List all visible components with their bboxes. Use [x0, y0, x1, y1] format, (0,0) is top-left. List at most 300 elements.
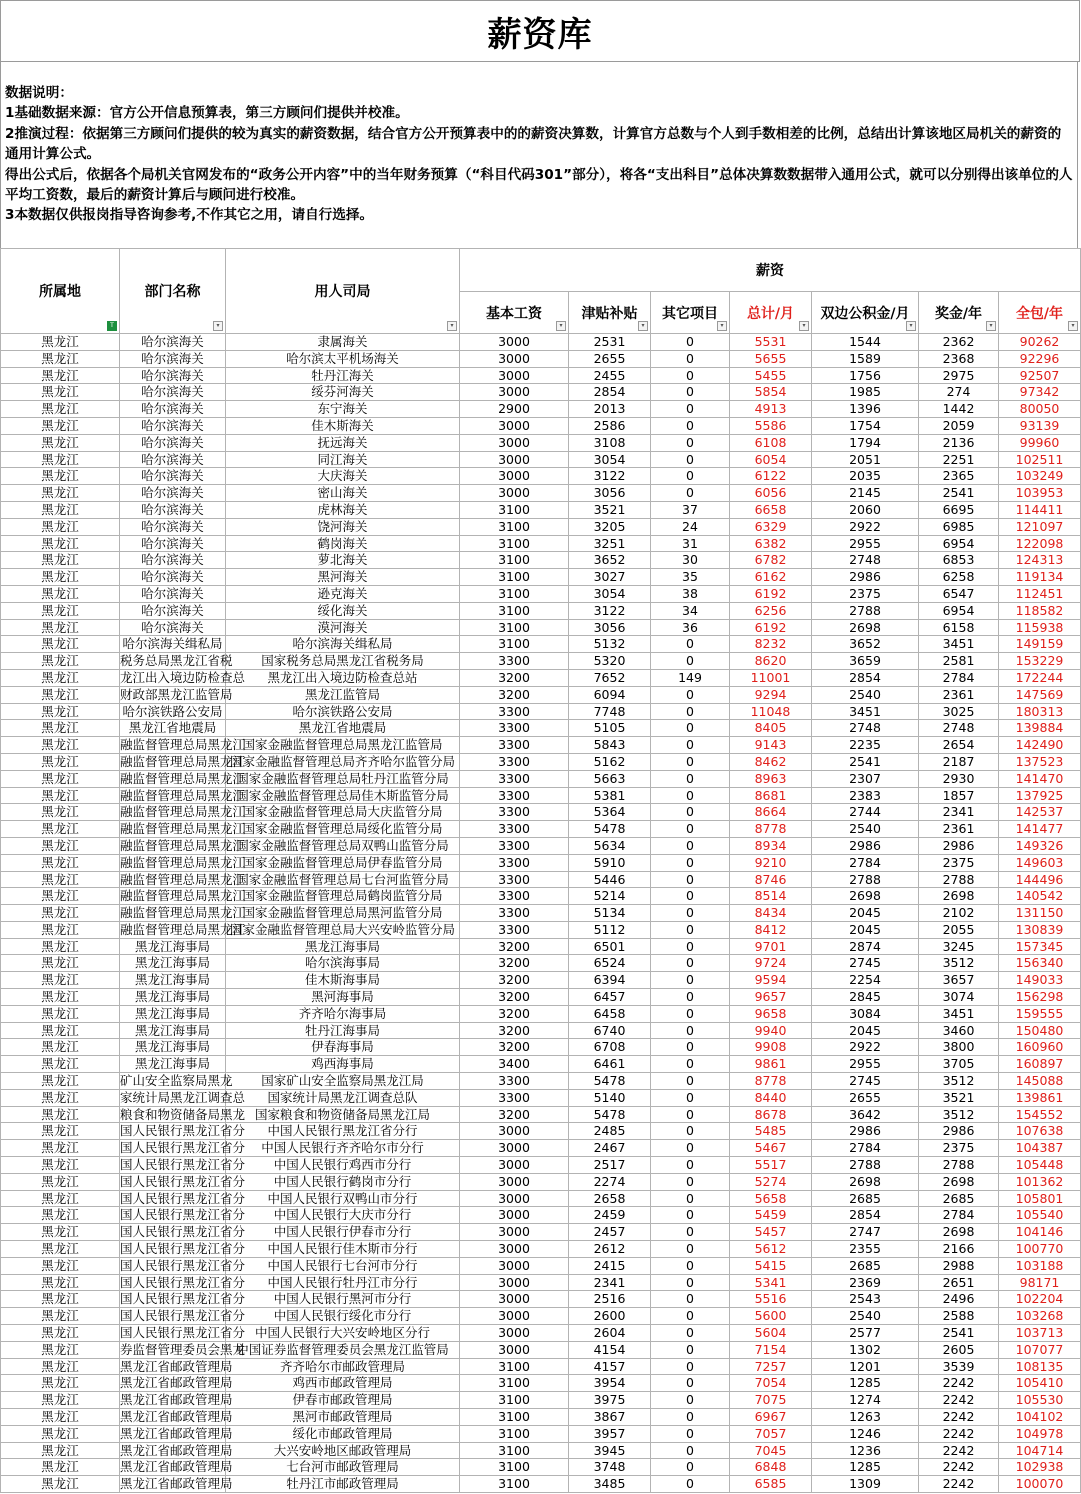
cell-province[interactable]: 黑龙江	[1, 686, 120, 703]
cell-annual-package[interactable]: 80050	[999, 401, 1081, 418]
cell-province[interactable]: 黑龙江	[1, 535, 120, 552]
cell-other-items[interactable]: 0	[651, 1190, 730, 1207]
cell-monthly-total[interactable]: 6056	[730, 485, 812, 502]
cell-department[interactable]: 黑龙江省地震局	[120, 720, 226, 737]
cell-province[interactable]: 黑龙江	[1, 1325, 120, 1342]
cell-department[interactable]: 黑龙江省邮政管理局	[120, 1409, 233, 1424]
cell-annual-package[interactable]: 131150	[999, 905, 1081, 922]
cell-allowance[interactable]: 6458	[569, 1005, 651, 1022]
cell-province[interactable]: 黑龙江	[1, 518, 120, 535]
cell-annual-package[interactable]: 150480	[999, 1022, 1081, 1039]
cell-annual-bonus[interactable]: 3521	[919, 1089, 999, 1106]
cell-bureau[interactable]: 国家金融监督管理总局佳木斯监管分局	[226, 787, 460, 804]
cell-base-salary[interactable]: 3200	[460, 955, 569, 972]
cell-housing-fund[interactable]: 2541	[812, 753, 919, 770]
cell-allowance[interactable]: 5364	[569, 804, 651, 821]
table-row[interactable]	[1, 1308, 1081, 1325]
cell-annual-bonus[interactable]: 2341	[919, 804, 999, 821]
cell-base-salary[interactable]: 3300	[460, 821, 569, 838]
cell-department[interactable]: 哈尔滨海关	[120, 569, 226, 586]
cell-annual-package[interactable]: 147569	[999, 686, 1081, 703]
cell-housing-fund[interactable]: 3659	[812, 653, 919, 670]
cell-allowance[interactable]: 3652	[569, 552, 651, 569]
cell-allowance[interactable]: 3205	[569, 518, 651, 535]
cell-annual-bonus[interactable]: 6158	[919, 619, 999, 636]
cell-housing-fund[interactable]: 2922	[812, 1039, 919, 1056]
cell-allowance[interactable]: 5478	[569, 1073, 651, 1090]
cell-annual-bonus[interactable]: 3512	[919, 1073, 999, 1090]
cell-annual-bonus[interactable]: 3512	[919, 1106, 999, 1123]
cell-annual-bonus[interactable]: 3657	[919, 972, 999, 989]
cell-province[interactable]: 黑龙江	[1, 753, 120, 770]
cell-allowance[interactable]: 6501	[569, 938, 651, 955]
cell-housing-fund[interactable]: 2986	[812, 569, 919, 586]
cell-department[interactable]: 国人民银行黑龙江省分	[120, 1274, 246, 1290]
cell-monthly-total[interactable]: 11001	[730, 669, 812, 686]
cell-monthly-total[interactable]: 5655	[730, 350, 812, 367]
cell-base-salary[interactable]: 3100	[460, 1476, 569, 1493]
cell-base-salary[interactable]: 3000	[460, 350, 569, 367]
cell-annual-package[interactable]: 141477	[999, 821, 1081, 838]
cell-other-items[interactable]: 0	[651, 1022, 730, 1039]
filter-dropdown-icon[interactable]: ▾	[556, 321, 566, 331]
cell-monthly-total[interactable]: 6782	[730, 552, 812, 569]
cell-monthly-total[interactable]: 7257	[730, 1358, 812, 1375]
cell-province[interactable]: 黑龙江	[1, 585, 120, 602]
cell-annual-package[interactable]: 104146	[999, 1224, 1081, 1241]
table-row[interactable]	[1, 1123, 1081, 1140]
cell-housing-fund[interactable]: 2874	[812, 938, 919, 955]
cell-monthly-total[interactable]: 9143	[730, 737, 812, 754]
cell-annual-package[interactable]: 137523	[999, 753, 1081, 770]
table-row[interactable]	[1, 821, 1081, 838]
cell-allowance[interactable]: 6708	[569, 1039, 651, 1056]
cell-other-items[interactable]: 0	[651, 451, 730, 468]
cell-other-items[interactable]: 0	[651, 1005, 730, 1022]
cell-annual-bonus[interactable]: 2651	[919, 1274, 999, 1291]
cell-annual-bonus[interactable]: 3245	[919, 938, 999, 955]
cell-province[interactable]: 黑龙江	[1, 1241, 120, 1258]
cell-annual-package[interactable]: 142490	[999, 737, 1081, 754]
table-row[interactable]	[1, 1442, 1081, 1459]
cell-bureau[interactable]: 哈尔滨海关缉私局	[226, 636, 460, 653]
cell-monthly-total[interactable]: 6848	[730, 1459, 812, 1476]
cell-annual-package[interactable]: 102938	[999, 1459, 1081, 1476]
cell-annual-package[interactable]: 107638	[999, 1123, 1081, 1140]
table-row[interactable]	[1, 972, 1081, 989]
cell-province[interactable]: 黑龙江	[1, 770, 120, 787]
cell-other-items[interactable]: 0	[651, 955, 730, 972]
cell-other-items[interactable]: 0	[651, 1140, 730, 1157]
header-province[interactable]: 所属地 T	[1, 249, 120, 334]
cell-department[interactable]: 融监督管理总局黑龙江	[120, 921, 246, 937]
cell-monthly-total[interactable]: 5517	[730, 1157, 812, 1174]
table-row[interactable]	[1, 1106, 1081, 1123]
cell-other-items[interactable]: 0	[651, 1257, 730, 1274]
table-row[interactable]	[1, 1291, 1081, 1308]
cell-monthly-total[interactable]: 9724	[730, 955, 812, 972]
cell-province[interactable]: 黑龙江	[1, 1190, 120, 1207]
cell-province[interactable]: 黑龙江	[1, 485, 120, 502]
cell-department[interactable]: 黑龙江海事局	[120, 938, 226, 955]
cell-department[interactable]: 黑龙江海事局	[120, 1039, 226, 1056]
cell-housing-fund[interactable]: 1263	[812, 1409, 919, 1426]
cell-monthly-total[interactable]: 8405	[730, 720, 812, 737]
cell-housing-fund[interactable]: 2845	[812, 989, 919, 1006]
cell-bureau[interactable]: 国家统计局黑龙江调查总队	[226, 1089, 460, 1106]
cell-monthly-total[interactable]: 8462	[730, 753, 812, 770]
cell-base-salary[interactable]: 3000	[460, 1291, 569, 1308]
cell-housing-fund[interactable]: 2745	[812, 955, 919, 972]
cell-housing-fund[interactable]: 2698	[812, 1173, 919, 1190]
cell-annual-bonus[interactable]: 6985	[919, 518, 999, 535]
cell-housing-fund[interactable]: 2577	[812, 1325, 919, 1342]
cell-province[interactable]: 黑龙江	[1, 921, 120, 938]
cell-other-items[interactable]: 0	[651, 938, 730, 955]
cell-housing-fund[interactable]: 1309	[812, 1476, 919, 1493]
cell-allowance[interactable]: 3056	[569, 619, 651, 636]
cell-base-salary[interactable]: 3300	[460, 1073, 569, 1090]
cell-base-salary[interactable]: 3200	[460, 989, 569, 1006]
cell-bureau[interactable]: 中国人民银行齐齐哈尔市分行	[226, 1140, 460, 1157]
cell-annual-bonus[interactable]: 2605	[919, 1341, 999, 1358]
table-row[interactable]	[1, 804, 1081, 821]
cell-housing-fund[interactable]: 2051	[812, 451, 919, 468]
cell-housing-fund[interactable]: 2854	[812, 669, 919, 686]
cell-monthly-total[interactable]: 8778	[730, 1073, 812, 1090]
table-row[interactable]	[1, 401, 1081, 418]
cell-housing-fund[interactable]: 2375	[812, 585, 919, 602]
cell-province[interactable]: 黑龙江	[1, 1392, 120, 1409]
cell-bureau[interactable]: 国家金融监督管理总局双鸭山监管分局	[226, 837, 460, 854]
cell-bureau[interactable]: 隶属海关	[226, 334, 460, 351]
cell-base-salary[interactable]: 3100	[460, 1392, 569, 1409]
cell-annual-bonus[interactable]: 2930	[919, 770, 999, 787]
cell-annual-bonus[interactable]: 6547	[919, 585, 999, 602]
cell-annual-package[interactable]: 105540	[999, 1207, 1081, 1224]
cell-department[interactable]: 融监督管理总局黑龙江	[120, 753, 246, 769]
cell-allowance[interactable]: 2485	[569, 1123, 651, 1140]
cell-housing-fund[interactable]: 1274	[812, 1392, 919, 1409]
cell-annual-bonus[interactable]: 2242	[919, 1409, 999, 1426]
cell-allowance[interactable]: 3056	[569, 485, 651, 502]
cell-base-salary[interactable]: 3000	[460, 334, 569, 351]
cell-bureau[interactable]: 哈尔滨铁路公安局	[226, 703, 460, 720]
cell-allowance[interactable]: 2013	[569, 401, 651, 418]
cell-allowance[interactable]: 5478	[569, 1106, 651, 1123]
cell-annual-package[interactable]: 149326	[999, 837, 1081, 854]
cell-department[interactable]: 国人民银行黑龙江省分	[120, 1224, 246, 1240]
cell-annual-package[interactable]: 114411	[999, 501, 1081, 518]
cell-province[interactable]: 黑龙江	[1, 854, 120, 871]
cell-bureau[interactable]: 中国人民银行七台河市分行	[226, 1257, 460, 1274]
cell-monthly-total[interactable]: 8620	[730, 653, 812, 670]
cell-housing-fund[interactable]: 2543	[812, 1291, 919, 1308]
cell-annual-package[interactable]: 115938	[999, 619, 1081, 636]
cell-bureau[interactable]: 中国人民银行伊春市分行	[226, 1224, 460, 1241]
cell-province[interactable]: 黑龙江	[1, 955, 120, 972]
cell-other-items[interactable]: 0	[651, 485, 730, 502]
header-department[interactable]: 部门名称 ▾	[120, 249, 226, 334]
table-row[interactable]	[1, 384, 1081, 401]
cell-other-items[interactable]: 0	[651, 417, 730, 434]
cell-housing-fund[interactable]: 1236	[812, 1442, 919, 1459]
cell-housing-fund[interactable]: 3652	[812, 636, 919, 653]
cell-province[interactable]: 黑龙江	[1, 1257, 120, 1274]
cell-other-items[interactable]: 0	[651, 804, 730, 821]
cell-base-salary[interactable]: 3300	[460, 753, 569, 770]
cell-allowance[interactable]: 2516	[569, 1291, 651, 1308]
cell-housing-fund[interactable]: 3084	[812, 1005, 919, 1022]
cell-other-items[interactable]: 0	[651, 1308, 730, 1325]
cell-annual-package[interactable]: 103188	[999, 1257, 1081, 1274]
cell-annual-bonus[interactable]: 2784	[919, 669, 999, 686]
cell-base-salary[interactable]: 3000	[460, 1325, 569, 1342]
cell-allowance[interactable]: 2517	[569, 1157, 651, 1174]
cell-bureau[interactable]: 大庆海关	[226, 468, 460, 485]
cell-bureau[interactable]: 国家金融监督管理总局黑河监管分局	[226, 905, 460, 922]
cell-department[interactable]: 融监督管理总局黑龙江	[120, 888, 246, 904]
cell-other-items[interactable]: 149	[651, 669, 730, 686]
cell-housing-fund[interactable]: 1985	[812, 384, 919, 401]
cell-other-items[interactable]: 0	[651, 1039, 730, 1056]
cell-annual-package[interactable]: 154552	[999, 1106, 1081, 1123]
cell-monthly-total[interactable]: 8440	[730, 1089, 812, 1106]
table-row[interactable]	[1, 770, 1081, 787]
cell-other-items[interactable]: 38	[651, 585, 730, 602]
cell-annual-bonus[interactable]: 6853	[919, 552, 999, 569]
cell-housing-fund[interactable]: 2035	[812, 468, 919, 485]
cell-annual-bonus[interactable]: 2166	[919, 1241, 999, 1258]
cell-allowance[interactable]: 6457	[569, 989, 651, 1006]
cell-bureau[interactable]: 佳木斯海关	[226, 417, 460, 434]
cell-annual-package[interactable]: 119134	[999, 569, 1081, 586]
cell-annual-bonus[interactable]: 2251	[919, 451, 999, 468]
cell-allowance[interactable]: 5381	[569, 787, 651, 804]
cell-department[interactable]: 黑龙江省邮政管理局	[120, 1476, 233, 1492]
cell-bureau[interactable]: 国家金融监督管理总局大兴安岭监管分局	[226, 921, 460, 938]
cell-annual-bonus[interactable]: 2541	[919, 485, 999, 502]
table-row[interactable]	[1, 1257, 1081, 1274]
table-row[interactable]	[1, 1039, 1081, 1056]
cell-annual-package[interactable]: 102511	[999, 451, 1081, 468]
cell-province[interactable]: 黑龙江	[1, 821, 120, 838]
cell-base-salary[interactable]: 3000	[460, 384, 569, 401]
cell-department[interactable]: 黑龙江海事局	[120, 972, 226, 989]
cell-province[interactable]: 黑龙江	[1, 737, 120, 754]
cell-province[interactable]: 黑龙江	[1, 1409, 120, 1426]
cell-other-items[interactable]: 31	[651, 535, 730, 552]
table-row[interactable]	[1, 619, 1081, 636]
cell-department[interactable]: 哈尔滨海关	[120, 367, 226, 384]
table-row[interactable]	[1, 905, 1081, 922]
cell-base-salary[interactable]: 3000	[460, 1274, 569, 1291]
cell-monthly-total[interactable]: 6108	[730, 434, 812, 451]
cell-housing-fund[interactable]: 2540	[812, 686, 919, 703]
header-base-salary[interactable]: 基本工资 ▾	[460, 292, 569, 334]
cell-base-salary[interactable]: 3000	[460, 1224, 569, 1241]
cell-province[interactable]: 黑龙江	[1, 972, 120, 989]
cell-annual-package[interactable]: 93139	[999, 417, 1081, 434]
cell-allowance[interactable]: 5162	[569, 753, 651, 770]
cell-bureau[interactable]: 东宁海关	[226, 401, 460, 418]
cell-department[interactable]: 融监督管理总局黑龙江	[120, 804, 246, 820]
cell-base-salary[interactable]: 3100	[460, 569, 569, 586]
cell-bureau[interactable]: 虎林海关	[226, 501, 460, 518]
cell-housing-fund[interactable]: 2145	[812, 485, 919, 502]
cell-allowance[interactable]: 3867	[569, 1409, 651, 1426]
cell-bureau[interactable]: 饶河海关	[226, 518, 460, 535]
cell-allowance[interactable]: 4157	[569, 1358, 651, 1375]
cell-allowance[interactable]: 5663	[569, 770, 651, 787]
cell-province[interactable]: 黑龙江	[1, 1308, 120, 1325]
cell-bureau[interactable]: 鸡西市邮政管理局	[226, 1375, 460, 1392]
cell-other-items[interactable]: 0	[651, 1123, 730, 1140]
cell-province[interactable]: 黑龙江	[1, 1476, 120, 1493]
cell-other-items[interactable]: 0	[651, 1173, 730, 1190]
cell-housing-fund[interactable]: 1754	[812, 417, 919, 434]
cell-other-items[interactable]: 0	[651, 468, 730, 485]
cell-province[interactable]: 黑龙江	[1, 501, 120, 518]
cell-other-items[interactable]: 0	[651, 1224, 730, 1241]
cell-annual-bonus[interactable]: 2784	[919, 1207, 999, 1224]
cell-allowance[interactable]: 5105	[569, 720, 651, 737]
cell-housing-fund[interactable]: 2788	[812, 1157, 919, 1174]
cell-base-salary[interactable]: 3300	[460, 837, 569, 854]
cell-allowance[interactable]: 3122	[569, 602, 651, 619]
cell-annual-bonus[interactable]: 2698	[919, 888, 999, 905]
cell-bureau[interactable]: 中国人民银行绥化市分行	[226, 1308, 460, 1325]
cell-annual-bonus[interactable]: 3539	[919, 1358, 999, 1375]
cell-allowance[interactable]: 2341	[569, 1274, 651, 1291]
cell-annual-bonus[interactable]: 3074	[919, 989, 999, 1006]
cell-bureau[interactable]: 绥化市邮政管理局	[226, 1425, 460, 1442]
cell-housing-fund[interactable]: 2060	[812, 501, 919, 518]
cell-allowance[interactable]: 6461	[569, 1056, 651, 1073]
cell-other-items[interactable]: 0	[651, 753, 730, 770]
cell-housing-fund[interactable]: 2747	[812, 1224, 919, 1241]
cell-other-items[interactable]: 0	[651, 1459, 730, 1476]
cell-annual-bonus[interactable]: 2242	[919, 1425, 999, 1442]
cell-annual-bonus[interactable]: 2059	[919, 417, 999, 434]
cell-base-salary[interactable]: 3300	[460, 871, 569, 888]
table-row[interactable]	[1, 1392, 1081, 1409]
cell-department[interactable]: 财政部黑龙江监管局	[120, 686, 233, 702]
cell-annual-bonus[interactable]: 2187	[919, 753, 999, 770]
cell-other-items[interactable]: 30	[651, 552, 730, 569]
cell-base-salary[interactable]: 3100	[460, 1442, 569, 1459]
cell-annual-package[interactable]: 92507	[999, 367, 1081, 384]
cell-bureau[interactable]: 中国证券监督管理委员会黑龙江监管局	[226, 1341, 460, 1358]
cell-annual-bonus[interactable]: 2242	[919, 1375, 999, 1392]
cell-base-salary[interactable]: 3000	[460, 434, 569, 451]
cell-monthly-total[interactable]: 9210	[730, 854, 812, 871]
cell-department[interactable]: 融监督管理总局黑龙江	[120, 837, 246, 853]
cell-bureau[interactable]: 大兴安岭地区邮政管理局	[226, 1442, 460, 1459]
cell-annual-package[interactable]: 145088	[999, 1073, 1081, 1090]
cell-bureau[interactable]: 鸡西海事局	[226, 1056, 460, 1073]
cell-annual-package[interactable]: 141470	[999, 770, 1081, 787]
cell-annual-package[interactable]: 102204	[999, 1291, 1081, 1308]
cell-base-salary[interactable]: 3300	[460, 787, 569, 804]
cell-province[interactable]: 黑龙江	[1, 1022, 120, 1039]
cell-province[interactable]: 黑龙江	[1, 1005, 120, 1022]
cell-annual-package[interactable]: 159555	[999, 1005, 1081, 1022]
cell-other-items[interactable]: 0	[651, 1207, 730, 1224]
cell-allowance[interactable]: 3521	[569, 501, 651, 518]
cell-allowance[interactable]: 6094	[569, 686, 651, 703]
cell-base-salary[interactable]: 3000	[460, 1173, 569, 1190]
cell-province[interactable]: 黑龙江	[1, 417, 120, 434]
filter-active-icon[interactable]: T	[107, 321, 117, 331]
cell-annual-package[interactable]: 105448	[999, 1157, 1081, 1174]
cell-base-salary[interactable]: 3000	[460, 1140, 569, 1157]
cell-housing-fund[interactable]: 2788	[812, 871, 919, 888]
cell-department[interactable]: 哈尔滨海关	[120, 417, 226, 434]
table-row[interactable]	[1, 1476, 1081, 1493]
cell-province[interactable]: 黑龙江	[1, 1173, 120, 1190]
cell-annual-bonus[interactable]: 2975	[919, 367, 999, 384]
filter-dropdown-icon[interactable]: ▾	[213, 321, 223, 331]
cell-base-salary[interactable]: 3200	[460, 938, 569, 955]
cell-annual-package[interactable]: 101362	[999, 1173, 1081, 1190]
cell-other-items[interactable]: 0	[651, 1325, 730, 1342]
table-row[interactable]	[1, 367, 1081, 384]
cell-monthly-total[interactable]: 5612	[730, 1241, 812, 1258]
cell-monthly-total[interactable]: 9940	[730, 1022, 812, 1039]
cell-bureau[interactable]: 国家金融监督管理总局伊春监管分局	[226, 854, 460, 871]
cell-annual-package[interactable]: 160960	[999, 1039, 1081, 1056]
cell-annual-package[interactable]: 149033	[999, 972, 1081, 989]
cell-department[interactable]: 哈尔滨海关	[120, 535, 226, 552]
cell-monthly-total[interactable]: 9657	[730, 989, 812, 1006]
cell-other-items[interactable]: 0	[651, 1089, 730, 1106]
cell-other-items[interactable]: 24	[651, 518, 730, 535]
cell-base-salary[interactable]: 3000	[460, 1207, 569, 1224]
cell-monthly-total[interactable]: 5604	[730, 1325, 812, 1342]
cell-annual-bonus[interactable]: 2242	[919, 1442, 999, 1459]
cell-bureau[interactable]: 密山海关	[226, 485, 460, 502]
cell-bureau[interactable]: 中国人民银行大庆市分行	[226, 1207, 460, 1224]
cell-bureau[interactable]: 国家矿山安全监察局黑龙江局	[226, 1073, 460, 1090]
cell-bureau[interactable]: 中国人民银行双鸭山市分行	[226, 1190, 460, 1207]
cell-other-items[interactable]: 0	[651, 989, 730, 1006]
cell-bureau[interactable]: 绥化海关	[226, 602, 460, 619]
cell-bureau[interactable]: 黑龙江省地震局	[226, 720, 460, 737]
cell-annual-bonus[interactable]: 3451	[919, 1005, 999, 1022]
cell-bureau[interactable]: 抚远海关	[226, 434, 460, 451]
cell-annual-package[interactable]: 156340	[999, 955, 1081, 972]
cell-annual-package[interactable]: 99960	[999, 434, 1081, 451]
cell-monthly-total[interactable]: 5485	[730, 1123, 812, 1140]
cell-department[interactable]: 融监督管理总局黑龙江	[120, 854, 246, 870]
cell-province[interactable]: 黑龙江	[1, 552, 120, 569]
cell-allowance[interactable]: 2457	[569, 1224, 651, 1241]
cell-province[interactable]: 黑龙江	[1, 602, 120, 619]
cell-bureau[interactable]: 国家金融监督管理总局齐齐哈尔监管分局	[226, 753, 460, 770]
cell-monthly-total[interactable]: 8778	[730, 821, 812, 838]
cell-annual-bonus[interactable]: 3025	[919, 703, 999, 720]
table-row[interactable]	[1, 1173, 1081, 1190]
cell-province[interactable]: 黑龙江	[1, 703, 120, 720]
cell-allowance[interactable]: 6740	[569, 1022, 651, 1039]
cell-base-salary[interactable]: 3300	[460, 905, 569, 922]
cell-allowance[interactable]: 3957	[569, 1425, 651, 1442]
cell-annual-bonus[interactable]: 3512	[919, 955, 999, 972]
cell-bureau[interactable]: 哈尔滨太平机场海关	[226, 350, 460, 367]
cell-province[interactable]: 黑龙江	[1, 787, 120, 804]
cell-housing-fund[interactable]: 2307	[812, 770, 919, 787]
